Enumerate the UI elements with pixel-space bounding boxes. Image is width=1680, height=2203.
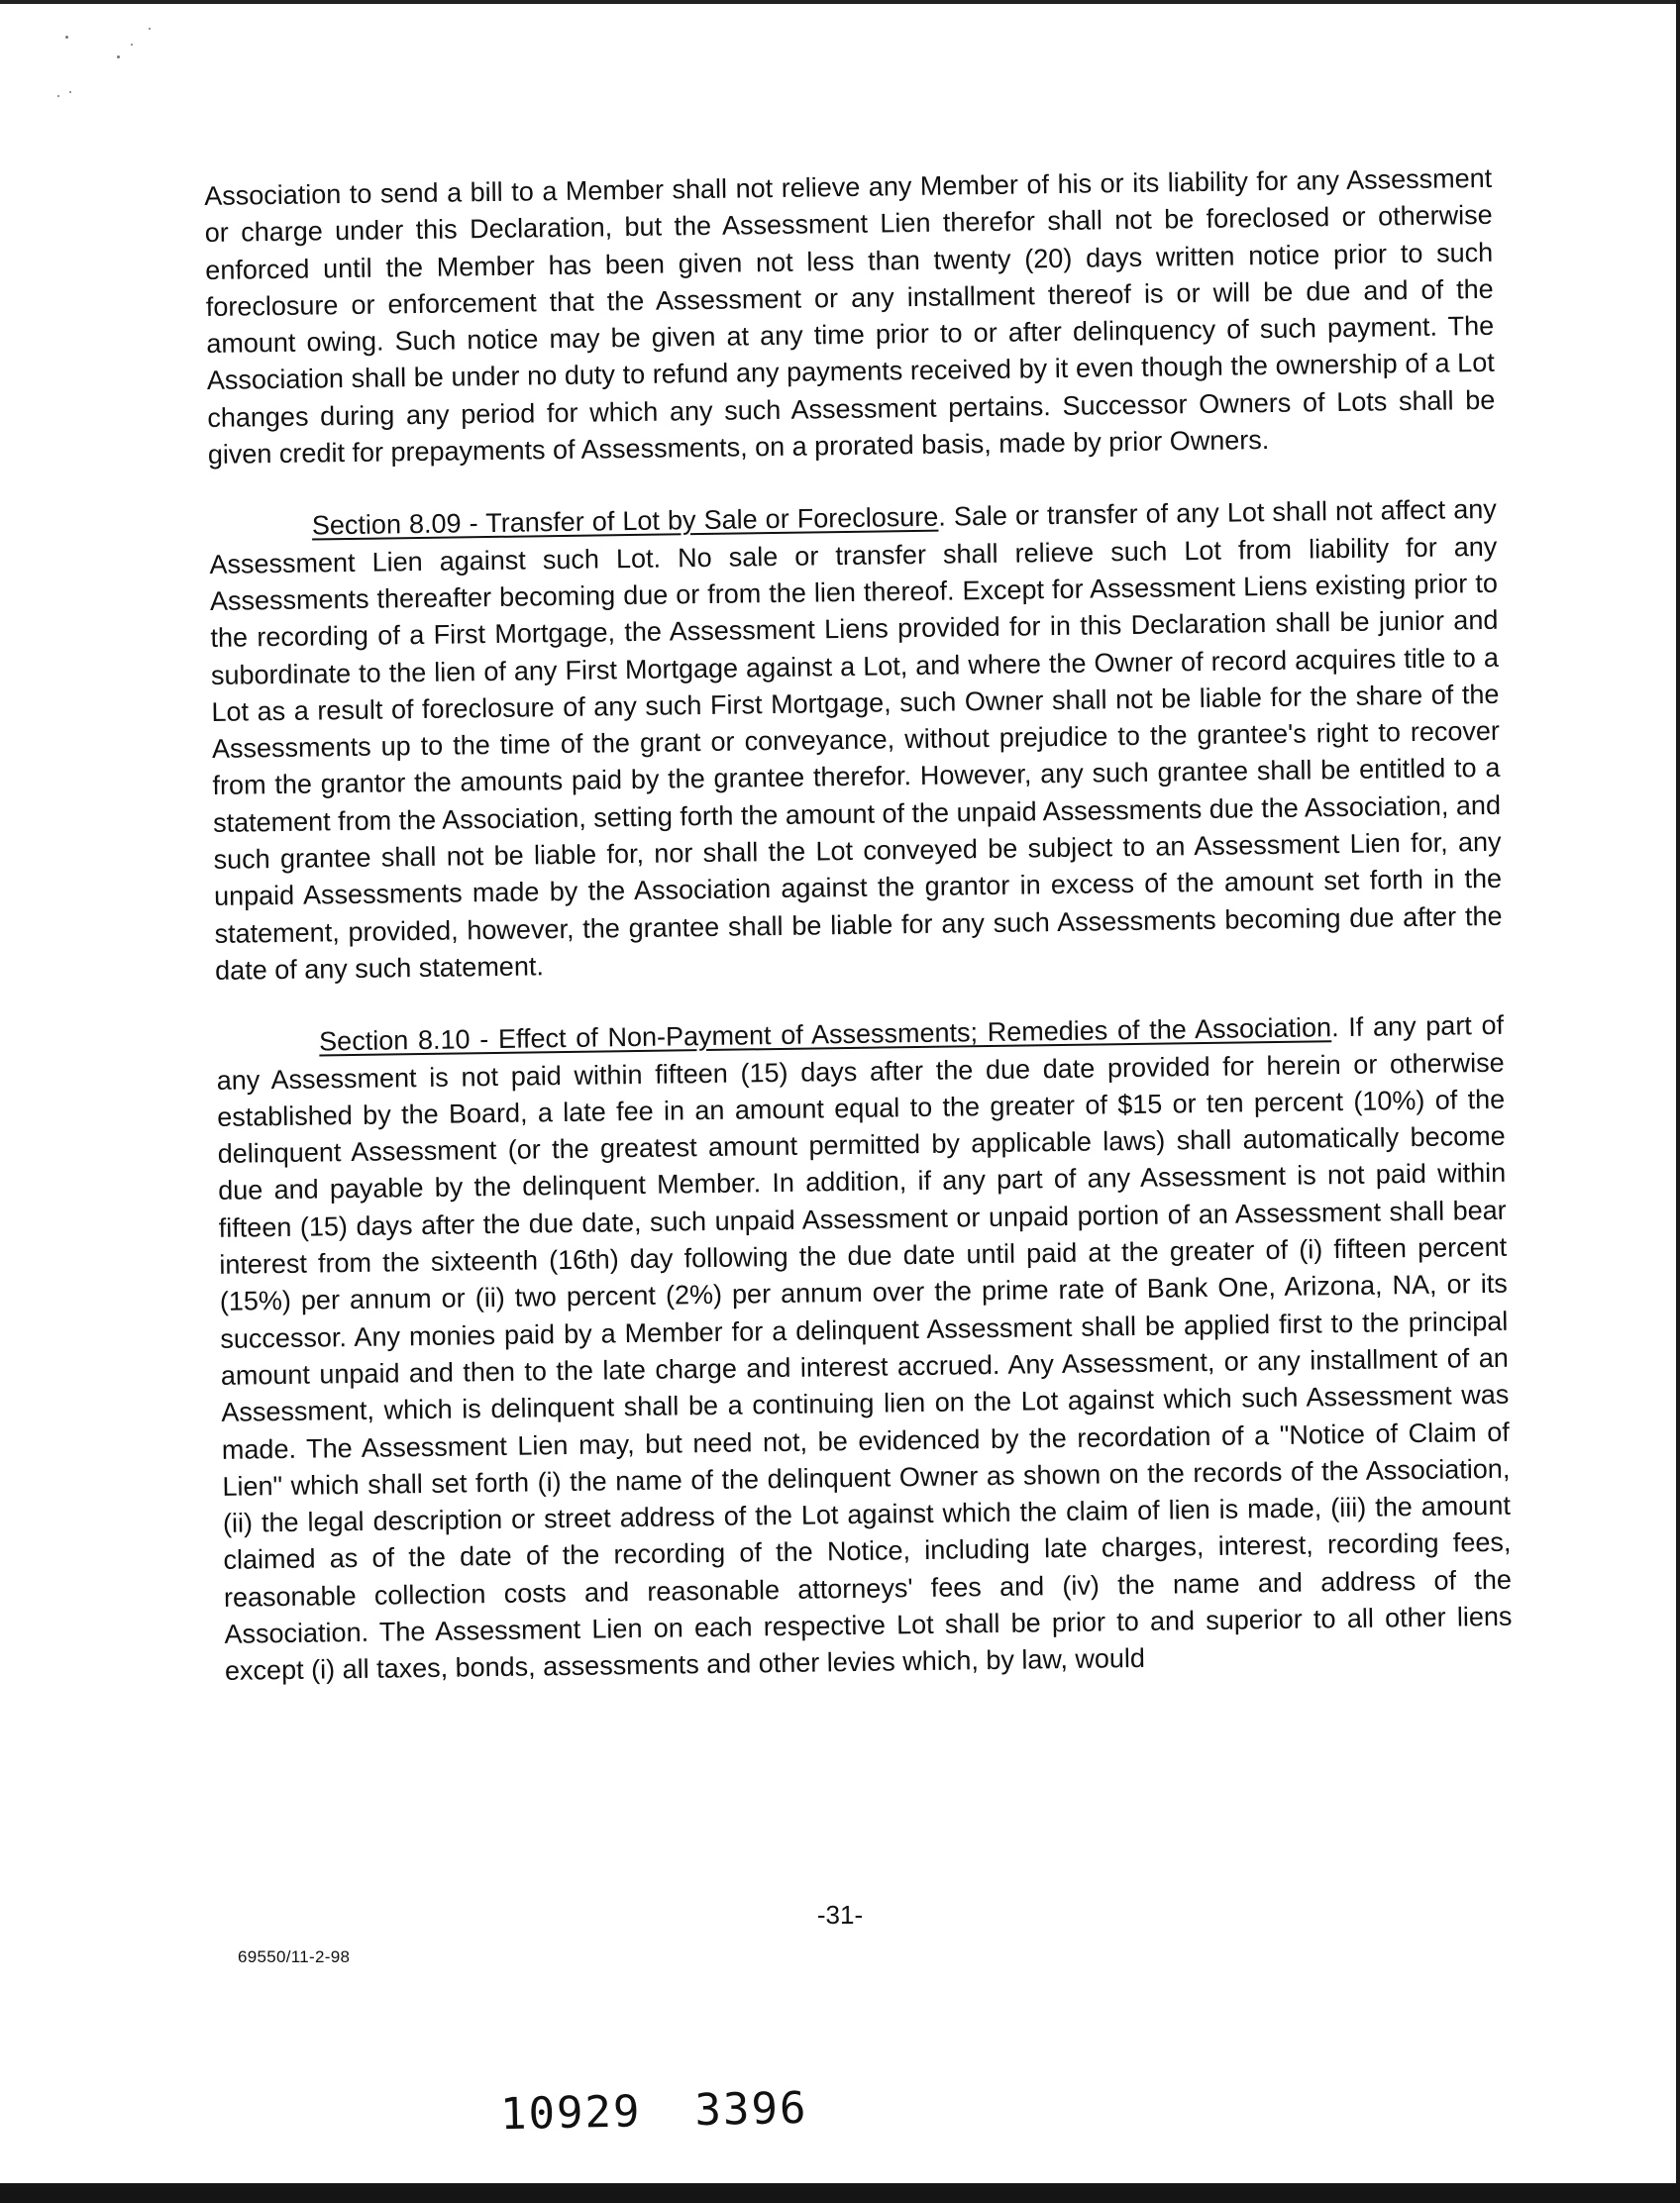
section-8-10 [216, 1007, 1513, 1690]
section-8-09 [209, 491, 1504, 990]
scan-speck [149, 28, 151, 30]
scan-right-edge [1676, 0, 1680, 2203]
section-8-09-heading: Section 8.09 - Transfer of Lot by Sale or Foreclosure [311, 502, 939, 541]
scan-top-edge [0, 0, 1680, 4]
section-8-10-body: . If any part of any Assessment is not paid within fifteen (15) days after the due date provided for herein or otherwise established by the Board, a late fee in an amount equal to the greater of $15 or ten percent (10%) of the delinquent Assessment (or the greatest amount permitted by applicable laws) shall automatically become due and payable by the delinquent Member. In addition, if any part of any Assessment is not paid within fifteen (15) days after the due date, such unpaid Assessment or unpaid portion of an Assessment shall bear interest from the sixteenth (16th) day following the due date until paid at the greater of (i) fifteen percent (15%) per annum or (ii) two percent (2%) per annum over the prime rate of Bank One, Arizona, NA, or its successor. Any monies paid by a Member for a delinquent Assessment shall be applied first to the principal amount unpaid and then to the late charge and interest accrued. Any Assessment, or any installment of an Assessment, which is delinquent shall be a continuing lien on the Lot against which such Assessment was made. The Assessment Lien may, but need not, be evidenced by the recordation of a "Notice of Claim of Lien" which shall set forth (i) the name of the delinquent Owner as shown on the records of the Association, (ii) the legal description or street address of the Lot against which the claim of lien is made, (iii) the amount claimed as of the date of the recording of the Notice, including late charges, interest, recording fees, reasonable collection costs and reasonable attorneys' fees and (iv) the name and address of the Association. The Assessment Lien on each respective Lot shall be prior to and superior to all other liens except (i) all taxes, bonds, assessments and other levies which, by law, would [216, 1009, 1513, 1687]
recording-number-book: 10929 [499, 2086, 642, 2141]
scan-speck [131, 44, 133, 46]
document-body [204, 160, 1513, 1691]
scan-speck [69, 91, 71, 93]
document-code: 69550/11-2-98 [238, 1947, 351, 1966]
paragraph-assessment-billing: Association to send a bill to a Member shall not relieve any Member of his or its liability for any Assessment or charge under this Declaration, but the Assessment Lien therefor shall not be foreclosed or otherwise enforced until the Member has been given not less than twenty (20) days written notice prior to such foreclosure or enforcement that the Assessment or any installment thereof is or will be due and of the amount owing. Such notice may be given at any time prior to or after delinquency of such payment. The Association shall be under no duty to refund any payments received by it even though the ownership of a Lot changes during any period for which any such Assessment pertains. Successor Owners of Lots shall be given credit for prepayments of Assessments, on a prorated basis, made by prior Owners. [204, 162, 1496, 471]
recording-stamp [500, 2083, 808, 2140]
scan-speck [65, 36, 68, 39]
scan-speck [57, 95, 59, 97]
scan-speck [117, 55, 120, 58]
section-8-10-heading: Section 8.10 - Effect of Non-Payment of Assessments; Remedies of the Association [318, 1012, 1332, 1057]
section-8-09-body: . Sale or transfer of any Lot shall not affect any Assessment Lien against such Lot. No sale or transfer shall relieve such Lot from liability for any Assessments thereafter becoming due or from the lien thereof. Except for Assessment Liens existing prior to the recording of a First Mortgage, the Assessment Liens provided for in this Declaration shall be junior and subordinate to the lien of any First Mortgage against a Lot, and where the Owner of record acquires title to a Lot as a result of foreclosure of any such First Mortgage, such Owner shall not be liable for the share of the Assessments up to the time of the grant or conveyance, without prejudice to the grantee's right to recover from the grantor the amounts paid by the grantee therefor. However, any such grantee shall be entitled to a statement from the Association, setting forth the amount of the unpaid Assessments due the Association, and such grantee shall not be liable for, nor shall the Lot conveyed be subject to an Assessment Lien for, any unpaid Assessments made by the Association against the grantor in excess of the amount set forth in the statement, provided, however, the grantee shall be liable for any such Assessments becoming due after the date of any such statement. [209, 494, 1503, 986]
scan-bottom-edge [0, 2183, 1680, 2203]
recording-number-page: 3396 [693, 2082, 808, 2137]
page-number: -31- [816, 1900, 864, 1930]
